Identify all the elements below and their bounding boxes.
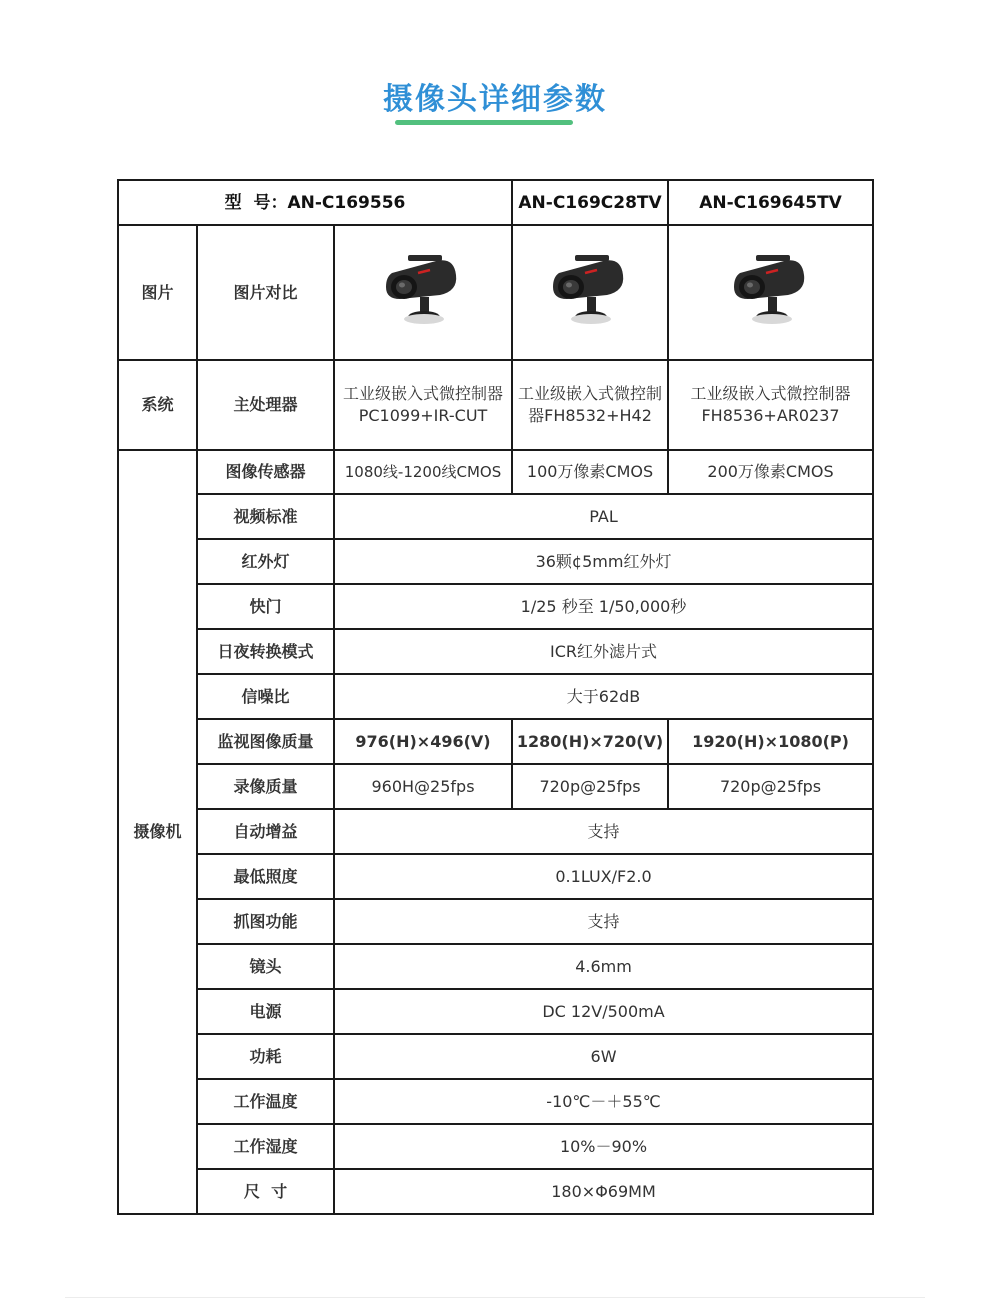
shutter-value: 1/25 秒至 1/50,000秒 bbox=[334, 584, 873, 629]
size-value: 180×Φ69MM bbox=[334, 1169, 873, 1214]
op-humidity-row bbox=[118, 1124, 873, 1169]
video-std-row bbox=[118, 494, 873, 539]
sensor-2: 100万像素CMOS bbox=[512, 450, 668, 494]
system-label-cell: 主处理器 bbox=[197, 360, 334, 450]
sensor-1: 1080线-1200线CMOS bbox=[334, 450, 512, 494]
snapshot-label: 抓图功能 bbox=[197, 899, 334, 944]
min-lux-label: 最低照度 bbox=[197, 854, 334, 899]
monitor-quality-1: 976(H)×496(V) bbox=[334, 719, 512, 764]
min-lux-row bbox=[118, 854, 873, 899]
op-temp-value: -10℃－＋55℃ bbox=[334, 1079, 873, 1124]
picture-label-cell: 图片对比 bbox=[197, 225, 334, 360]
size-row bbox=[118, 1169, 873, 1214]
sensor-row bbox=[118, 450, 873, 494]
consumption-row bbox=[118, 1034, 873, 1079]
model-label-cell: 型 号：AN-C169556 bbox=[118, 180, 512, 225]
op-temp-row bbox=[118, 1079, 873, 1124]
video-std-value: PAL bbox=[334, 494, 873, 539]
footer-divider bbox=[65, 1297, 925, 1298]
op-humidity-value: 10%－90% bbox=[334, 1124, 873, 1169]
picture-group-cell: 图片 bbox=[118, 225, 197, 360]
camera-group-cell: 摄像机 bbox=[118, 450, 197, 1214]
lens-value: 4.6mm bbox=[334, 944, 873, 989]
daynight-row bbox=[118, 629, 873, 674]
record-quality-2: 720p@25fps bbox=[512, 764, 668, 809]
op-humidity-label: 工作湿度 bbox=[197, 1124, 334, 1169]
sensor-label: 图像传感器 bbox=[197, 450, 334, 494]
bullet-camera-icon bbox=[545, 253, 635, 333]
processor-2: 工业级嵌入式微控制器FH8532+H42 bbox=[512, 360, 668, 450]
record-quality-row bbox=[118, 764, 873, 809]
power-value: DC 12V/500mA bbox=[334, 989, 873, 1034]
system-group-cell: 系统 bbox=[118, 360, 197, 450]
bullet-camera-icon bbox=[378, 253, 468, 333]
processor-3: 工业级嵌入式微控制器FH8536+AR0237 bbox=[668, 360, 873, 450]
snr-row bbox=[118, 674, 873, 719]
system-row bbox=[118, 360, 873, 450]
consumption-value: 6W bbox=[334, 1034, 873, 1079]
op-temp-label: 工作温度 bbox=[197, 1079, 334, 1124]
shutter-label: 快门 bbox=[197, 584, 334, 629]
min-lux-value: 0.1LUX/F2.0 bbox=[334, 854, 873, 899]
snapshot-row bbox=[118, 899, 873, 944]
agc-label: 自动增益 bbox=[197, 809, 334, 854]
model-2-cell: AN-C169C28TV bbox=[512, 180, 668, 225]
ir-label: 红外灯 bbox=[197, 539, 334, 584]
video-std-label: 视频标准 bbox=[197, 494, 334, 539]
bullet-camera-icon bbox=[726, 253, 816, 333]
snr-label: 信噪比 bbox=[197, 674, 334, 719]
sensor-3: 200万像素CMOS bbox=[668, 450, 873, 494]
monitor-quality-3: 1920(H)×1080(P) bbox=[668, 719, 873, 764]
record-quality-3: 720p@25fps bbox=[668, 764, 873, 809]
daynight-label: 日夜转换模式 bbox=[197, 629, 334, 674]
header-row bbox=[118, 180, 873, 225]
monitor-quality-row bbox=[118, 719, 873, 764]
power-row bbox=[118, 989, 873, 1034]
record-quality-1: 960H@25fps bbox=[334, 764, 512, 809]
lens-label: 镜头 bbox=[197, 944, 334, 989]
daynight-value: ICR红外滤片式 bbox=[334, 629, 873, 674]
page-title: 摄像头详细参数 bbox=[383, 82, 607, 117]
processor-1: 工业级嵌入式微控制器PC1099+IR-CUT bbox=[334, 360, 512, 450]
consumption-label: 功耗 bbox=[197, 1034, 334, 1079]
agc-row bbox=[118, 809, 873, 854]
ir-value: 36颗¢5mm红外灯 bbox=[334, 539, 873, 584]
picture-row bbox=[118, 225, 873, 360]
size-label: 尺 寸 bbox=[197, 1169, 334, 1214]
agc-value: 支持 bbox=[334, 809, 873, 854]
model-3-cell: AN-C169645TV bbox=[668, 180, 873, 225]
shutter-row bbox=[118, 584, 873, 629]
ir-row bbox=[118, 539, 873, 584]
monitor-quality-2: 1280(H)×720(V) bbox=[512, 719, 668, 764]
lens-row bbox=[118, 944, 873, 989]
snr-value: 大于62dB bbox=[334, 674, 873, 719]
spec-table bbox=[117, 179, 874, 1215]
snapshot-value: 支持 bbox=[334, 899, 873, 944]
camera-image-3 bbox=[668, 225, 873, 360]
title-underline bbox=[395, 120, 573, 125]
camera-image-2 bbox=[512, 225, 668, 360]
power-label: 电源 bbox=[197, 989, 334, 1034]
monitor-quality-label: 监视图像质量 bbox=[197, 719, 334, 764]
camera-image-1 bbox=[334, 225, 512, 360]
record-quality-label: 录像质量 bbox=[197, 764, 334, 809]
